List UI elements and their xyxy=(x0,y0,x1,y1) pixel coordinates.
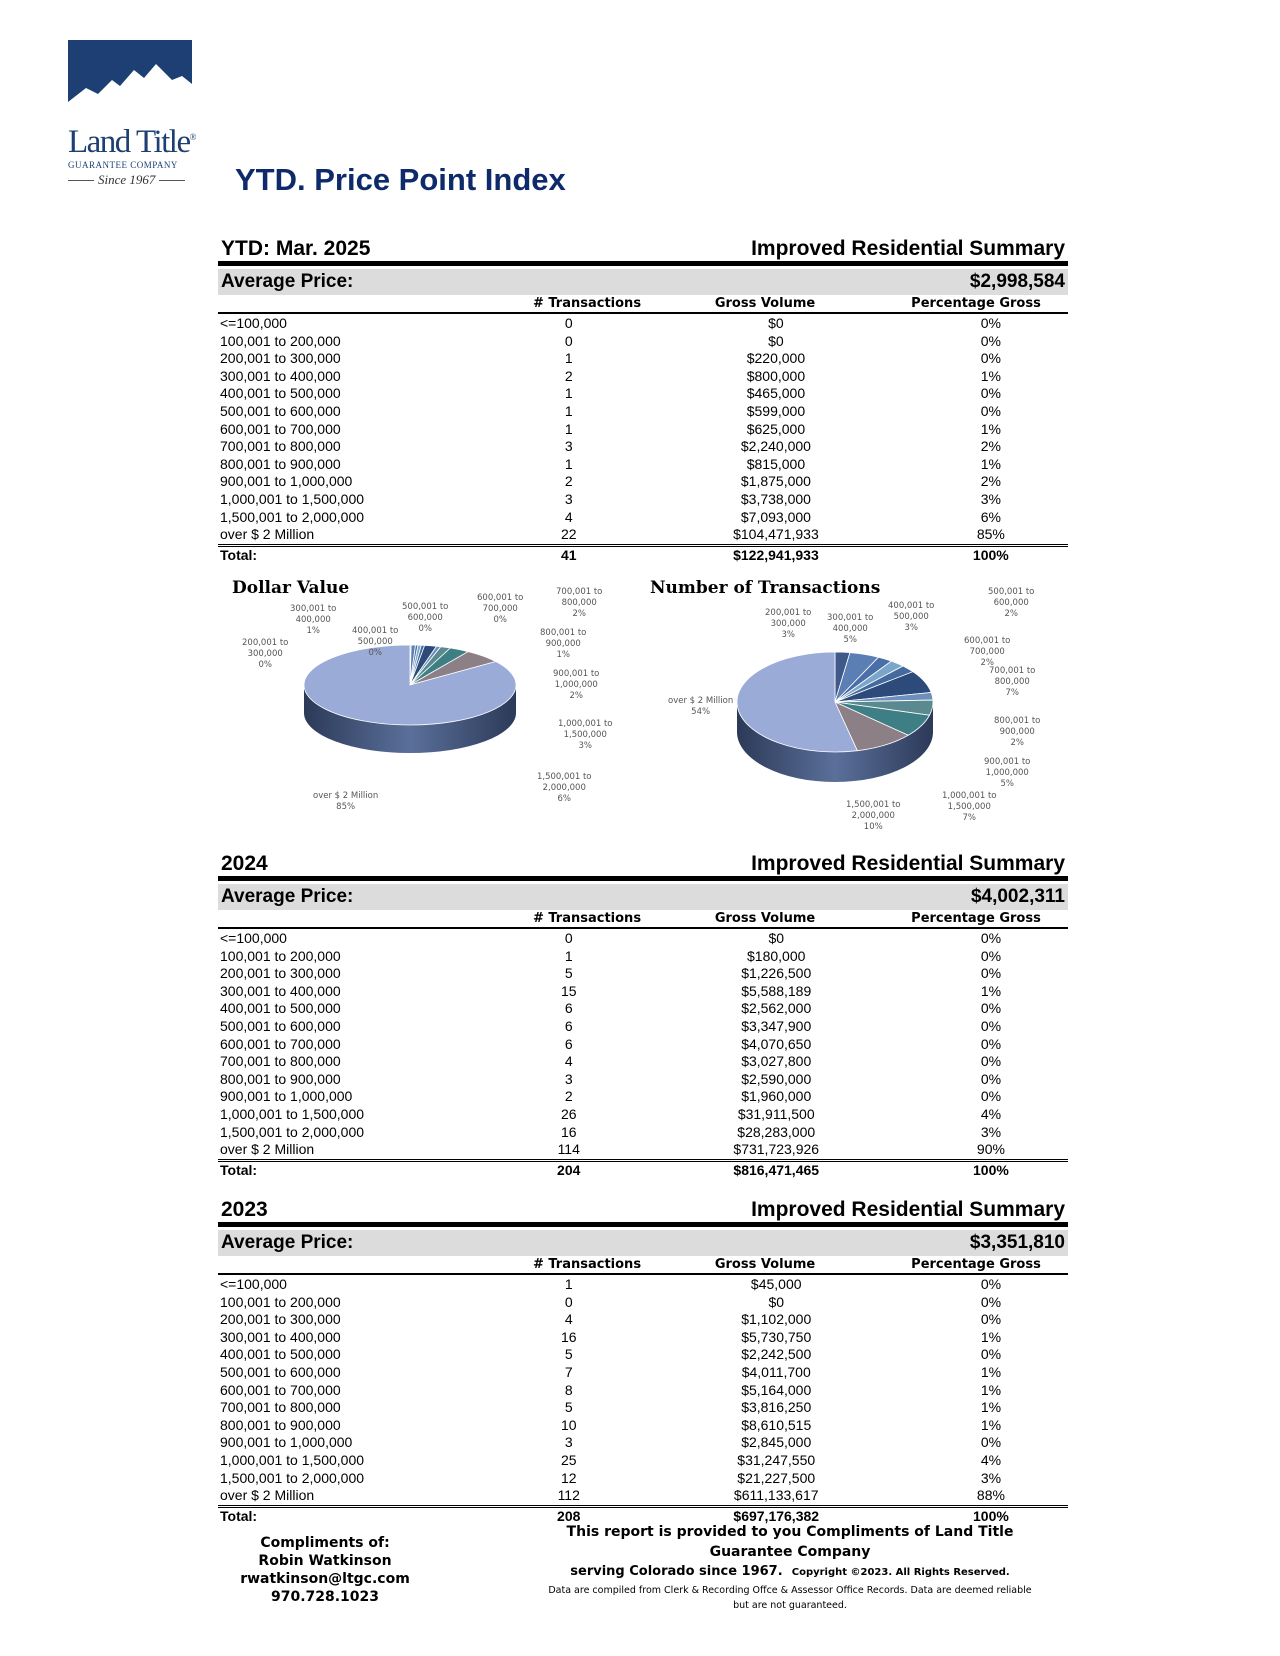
average-price-value: $4,002,311 xyxy=(970,886,1065,907)
pie-label: over $ 2 Million 85% xyxy=(313,791,379,812)
transactions-cell: 1 xyxy=(564,385,573,402)
divider xyxy=(218,1273,1068,1275)
transactions-cell: 3 xyxy=(564,1434,573,1451)
percentage-cell: 0% xyxy=(980,385,1001,402)
divider xyxy=(218,1222,1068,1227)
percentage-cell: 0% xyxy=(980,1035,1002,1052)
price-point-table xyxy=(218,315,1068,564)
percentage-cell: 0% xyxy=(980,1434,1002,1451)
transactions-cell: 12 xyxy=(560,1469,577,1486)
gross-volume-cell: $731,723,926 xyxy=(733,1141,820,1158)
average-price-bar xyxy=(218,1230,1068,1256)
section-period: YTD: Mar. 2025 xyxy=(221,237,371,260)
transactions-pie-chart xyxy=(730,640,960,790)
range-cell: 700,001 to 800,000 xyxy=(220,1053,341,1070)
pie-label: 800,001 to 900,000 1% xyxy=(540,628,587,660)
table-row xyxy=(218,1088,1068,1106)
range-cell: 600,001 to 700,000 xyxy=(220,1381,341,1398)
gross-volume-cell: $28,283,000 xyxy=(737,1123,816,1140)
gross-volume-cell: $3,347,900 xyxy=(741,1017,812,1034)
pie-label: 200,001 to 300,000 0% xyxy=(242,638,289,670)
range-cell: 900,001 to 1,000,000 xyxy=(220,473,353,490)
total-row xyxy=(218,545,1068,564)
transactions-cell: 6 xyxy=(564,1035,573,1052)
gross-volume-cell: $0 xyxy=(768,930,785,946)
transactions-cell: 112 xyxy=(557,1487,580,1504)
transactions-cell: 0 xyxy=(564,1293,573,1310)
gross-volume-cell: $465,000 xyxy=(746,385,806,402)
gross-volume-cell: $180,000 xyxy=(747,947,806,964)
percentage-cell: 0% xyxy=(980,1053,1002,1070)
pie-label: 600,001 to 700,000 2% xyxy=(964,636,1011,668)
col-transactions: # Transactions xyxy=(532,911,642,926)
table-row xyxy=(218,1053,1068,1071)
range-cell: 1,500,001 to 2,000,000 xyxy=(220,1469,365,1486)
table-row xyxy=(218,1276,1068,1294)
table-row xyxy=(218,368,1068,386)
transactions-cell: 4 xyxy=(564,508,573,525)
table-row xyxy=(218,491,1068,509)
section-header xyxy=(218,850,1068,876)
transactions-cell: 5 xyxy=(564,1399,573,1416)
range-cell: 800,001 to 900,000 xyxy=(220,1416,341,1433)
price-point-table xyxy=(218,1276,1068,1525)
average-price-value: $2,998,584 xyxy=(969,271,1065,292)
gross-volume-cell: $5,164,000 xyxy=(741,1381,812,1398)
transactions-cell: 1 xyxy=(564,420,573,437)
transactions-cell: 3 xyxy=(564,490,573,507)
gross-volume-cell: $2,562,000 xyxy=(741,1000,812,1017)
column-headers xyxy=(218,295,1068,312)
pie-label: over $ 2 Million 54% xyxy=(668,696,734,717)
pie-label: 700,001 to 800,000 7% xyxy=(989,666,1036,698)
range-cell: 500,001 to 600,000 xyxy=(220,1017,341,1034)
transactions-cell: 3 xyxy=(564,438,573,455)
transactions-cell: 26 xyxy=(560,1105,577,1122)
table-row xyxy=(218,1382,1068,1400)
table-row xyxy=(218,1417,1068,1435)
range-cell: <=100,000 xyxy=(220,1276,287,1292)
logo-name: Land Title® xyxy=(68,124,197,160)
col-percentage-gross: Percentage Gross xyxy=(911,1257,1041,1272)
gross-volume-cell: $2,242,500 xyxy=(741,1346,812,1363)
range-cell: 700,001 to 800,000 xyxy=(220,438,341,455)
range-cell: <=100,000 xyxy=(220,315,287,331)
percentage-cell: 3% xyxy=(980,1469,1002,1486)
gross-volume-cell: $611,133,617 xyxy=(733,1487,819,1504)
transactions-cell: 16 xyxy=(560,1123,577,1140)
gross-volume-cell: $800,000 xyxy=(746,367,806,384)
logo-since: Since 1967 xyxy=(68,172,198,188)
range-cell: 1,000,001 to 1,500,000 xyxy=(220,1451,365,1468)
percentage-cell: 4% xyxy=(980,1105,1002,1122)
report-notice xyxy=(540,1522,1040,1613)
gross-volume-cell: $31,911,500 xyxy=(737,1105,815,1122)
agent-contact xyxy=(230,1534,420,1606)
gross-volume-cell: $21,227,500 xyxy=(737,1469,816,1486)
transactions-cell: 204 xyxy=(519,1160,619,1179)
range-cell: 1,000,001 to 1,500,000 xyxy=(220,490,365,507)
table-row xyxy=(218,456,1068,474)
percentage-cell: 85% xyxy=(976,526,1005,543)
divider xyxy=(218,876,1068,881)
range-cell: 300,001 to 400,000 xyxy=(220,1328,341,1345)
transactions-cell: 41 xyxy=(519,545,618,564)
table-row xyxy=(218,509,1068,527)
gross-volume-cell: $1,875,000 xyxy=(740,473,811,490)
col-percentage-gross: Percentage Gross xyxy=(911,911,1041,926)
pie-label: 500,001 to 600,000 0% xyxy=(402,602,449,634)
percentage-cell: 100% xyxy=(874,545,1068,564)
gross-volume-cell: $104,471,933 xyxy=(733,526,819,543)
section-summary-title: Improved Residential Summary xyxy=(751,237,1065,260)
table-row xyxy=(218,1487,1068,1506)
gross-volume-cell: $4,070,650 xyxy=(741,1035,812,1052)
gross-volume-cell: $0 xyxy=(768,315,784,331)
percentage-cell: 1% xyxy=(980,420,1001,437)
range-cell: 1,500,001 to 2,000,000 xyxy=(220,1123,365,1140)
table-row xyxy=(218,350,1068,368)
transactions-cell: 114 xyxy=(557,1141,580,1158)
section-summary-title: Improved Residential Summary xyxy=(751,852,1065,875)
table-row xyxy=(218,1434,1068,1452)
range-cell: 900,001 to 1,000,000 xyxy=(220,1088,353,1105)
report-line: This report is provided to you Compliments of Land Title Guarantee Company xyxy=(566,1524,1014,1560)
pie-label: 1,000,001 to 1,500,000 7% xyxy=(942,791,997,823)
range-cell: 500,001 to 600,000 xyxy=(220,402,341,419)
section-summary-title: Improved Residential Summary xyxy=(751,1198,1065,1221)
percentage-cell: 2% xyxy=(980,438,1001,455)
percentage-cell: 0% xyxy=(980,402,1001,419)
column-headers xyxy=(218,910,1068,927)
range-cell: 600,001 to 700,000 xyxy=(220,1035,341,1052)
percentage-cell: 3% xyxy=(980,1123,1002,1140)
range-cell: 300,001 to 400,000 xyxy=(220,367,341,384)
range-cell: 800,001 to 900,000 xyxy=(220,455,341,472)
percentage-cell: 0% xyxy=(980,1276,1002,1292)
transactions-cell: 2 xyxy=(564,473,573,490)
transactions-cell: 1 xyxy=(564,350,573,367)
percentage-cell: 0% xyxy=(980,1088,1002,1105)
transactions-cell: 4 xyxy=(564,1053,573,1070)
range-cell: 400,001 to 500,000 xyxy=(220,1000,341,1017)
company-logo xyxy=(68,40,198,188)
summary-section-ytd xyxy=(218,235,1068,564)
transactions-cell: 208 xyxy=(519,1506,619,1525)
gross-volume-cell: $1,226,500 xyxy=(741,965,812,982)
range-cell: 400,001 to 500,000 xyxy=(220,1346,341,1363)
transactions-cell: 1 xyxy=(564,1276,573,1292)
table-row xyxy=(218,1294,1068,1312)
transactions-cell: 1 xyxy=(564,402,573,419)
table-row xyxy=(218,983,1068,1001)
range-cell: 700,001 to 800,000 xyxy=(220,1399,341,1416)
section-period: 2024 xyxy=(221,852,268,875)
transactions-cell: 6 xyxy=(564,1000,573,1017)
transactions-cell: 8 xyxy=(564,1381,573,1398)
table-row xyxy=(218,1036,1068,1054)
transactions-cell: 10 xyxy=(560,1416,577,1433)
average-price-label: Average Price: xyxy=(221,886,354,907)
percentage-cell: 0% xyxy=(980,930,1002,946)
range-cell: 200,001 to 300,000 xyxy=(220,350,341,367)
gross-volume-cell: $697,176,382 xyxy=(619,1506,874,1525)
gross-volume-cell: $815,000 xyxy=(746,455,806,472)
percentage-cell: 90% xyxy=(976,1141,1005,1158)
column-headers xyxy=(218,1256,1068,1273)
gross-volume-cell: $5,588,189 xyxy=(741,982,812,999)
table-row xyxy=(218,403,1068,421)
gross-volume-cell: $5,730,750 xyxy=(741,1328,812,1345)
transactions-cell: 22 xyxy=(560,526,577,543)
table-row xyxy=(218,1470,1068,1488)
agent-name: Robin Watkinson xyxy=(258,1553,392,1569)
range-cell: 100,001 to 200,000 xyxy=(220,1293,341,1310)
percentage-cell: 1% xyxy=(980,367,1001,384)
percentage-cell: 1% xyxy=(980,1328,1002,1345)
summary-section-2024 xyxy=(218,850,1068,1179)
gross-volume-cell: $2,240,000 xyxy=(740,438,811,455)
gross-volume-cell: $2,845,000 xyxy=(741,1434,812,1451)
divider xyxy=(218,261,1068,266)
table-row xyxy=(218,1329,1068,1347)
percentage-cell: 0% xyxy=(980,1070,1002,1087)
section-header xyxy=(218,1196,1068,1222)
percentage-cell: 1% xyxy=(980,455,1001,472)
gross-volume-cell: $0 xyxy=(768,332,784,349)
divider xyxy=(218,927,1068,929)
col-percentage-gross: Percentage Gross xyxy=(911,296,1041,311)
pie-label: 1,500,001 to 2,000,000 6% xyxy=(537,772,592,804)
gross-volume-cell: $31,247,550 xyxy=(737,1451,816,1468)
range-cell: Total: xyxy=(218,1160,519,1179)
percentage-cell: 0% xyxy=(980,965,1002,982)
table-row xyxy=(218,1106,1068,1124)
range-cell: 1,500,001 to 2,000,000 xyxy=(220,508,365,525)
percentage-cell: 4% xyxy=(980,1451,1002,1468)
percentage-cell: 100% xyxy=(874,1506,1068,1525)
col-gross-volume: Gross Volume xyxy=(714,911,816,926)
range-cell: over $ 2 Million xyxy=(220,1141,315,1158)
logo-subtitle: GUARANTEE COMPANY xyxy=(68,160,178,170)
percentage-cell: 100% xyxy=(874,1160,1068,1179)
pie-label: 800,001 to 900,000 2% xyxy=(994,716,1041,748)
col-transactions: # Transactions xyxy=(532,1257,642,1272)
pie-label: 900,001 to 1,000,000 2% xyxy=(553,669,600,701)
pie-label: 1,500,001 to 2,000,000 10% xyxy=(846,800,901,832)
transactions-cell: 2 xyxy=(564,367,573,384)
report-serving: serving Colorado since 1967. Copyright ©2023. All Rights Reserved. xyxy=(570,1564,1010,1579)
transactions-cell: 6 xyxy=(564,1017,573,1034)
table-row xyxy=(218,965,1068,983)
percentage-cell: 3% xyxy=(980,490,1001,507)
transactions-cell: 0 xyxy=(564,315,573,331)
total-row xyxy=(218,1160,1068,1179)
gross-volume-cell: $2,590,000 xyxy=(741,1070,812,1087)
average-price-value: $3,351,810 xyxy=(969,1232,1065,1253)
percentage-cell: 88% xyxy=(976,1487,1005,1504)
gross-volume-cell: $625,000 xyxy=(746,420,806,437)
chart-title-number-transactions: Number of Transactions xyxy=(650,578,881,598)
percentage-cell: 1% xyxy=(980,1381,1002,1398)
range-cell: 600,001 to 700,000 xyxy=(220,420,341,437)
gross-volume-cell: $3,816,250 xyxy=(741,1399,812,1416)
pie-label: 400,001 to 500,000 0% xyxy=(352,626,399,658)
transactions-cell: 25 xyxy=(560,1451,577,1468)
percentage-cell: 0% xyxy=(980,947,1002,964)
compliments-label: Compliments of: xyxy=(260,1535,390,1551)
gross-volume-cell: $8,610,515 xyxy=(741,1416,812,1433)
table-row xyxy=(218,1452,1068,1470)
range-cell: 200,001 to 300,000 xyxy=(220,965,341,982)
percentage-cell: 0% xyxy=(980,1017,1002,1034)
table-row xyxy=(218,1141,1068,1160)
table-row xyxy=(218,948,1068,966)
percentage-cell: 1% xyxy=(980,1399,1002,1416)
table-row xyxy=(218,1399,1068,1417)
range-cell: 500,001 to 600,000 xyxy=(220,1363,341,1380)
col-gross-volume: Gross Volume xyxy=(714,296,816,311)
table-row xyxy=(218,438,1068,456)
range-cell: over $ 2 Million xyxy=(220,526,315,543)
range-cell: Total: xyxy=(218,545,519,564)
pie-label: 1,000,001 to 1,500,000 3% xyxy=(558,719,613,751)
percentage-cell: 0% xyxy=(980,1000,1002,1017)
col-gross-volume: Gross Volume xyxy=(714,1257,816,1272)
table-row xyxy=(218,1311,1068,1329)
pie-label: 300,001 to 400,000 1% xyxy=(290,604,337,636)
table-row xyxy=(218,473,1068,491)
percentage-cell: 1% xyxy=(980,982,1002,999)
page-title: YTD. Price Point Index xyxy=(235,162,566,197)
transactions-cell: 3 xyxy=(564,1070,573,1087)
price-point-table xyxy=(218,930,1068,1179)
pie-label: 900,001 to 1,000,000 5% xyxy=(984,757,1031,789)
percentage-cell: 0% xyxy=(980,332,1001,349)
table-row xyxy=(218,421,1068,439)
percentage-cell: 1% xyxy=(980,1416,1002,1433)
percentage-cell: 0% xyxy=(980,1311,1002,1328)
range-cell: 800,001 to 900,000 xyxy=(220,1070,341,1087)
percentage-cell: 2% xyxy=(980,473,1001,490)
pie-label: 700,001 to 800,000 2% xyxy=(556,587,603,619)
summary-section-2023 xyxy=(218,1196,1068,1525)
section-header xyxy=(218,235,1068,261)
col-transactions: # Transactions xyxy=(532,296,642,311)
transactions-cell: 15 xyxy=(560,982,577,999)
range-cell: Total: xyxy=(218,1506,519,1525)
table-row xyxy=(218,1364,1068,1382)
gross-volume-cell: $45,000 xyxy=(750,1276,802,1292)
pie-label: 200,001 to 300,000 3% xyxy=(765,608,812,640)
average-price-bar xyxy=(218,269,1068,295)
gross-volume-cell: $816,471,465 xyxy=(619,1160,874,1179)
transactions-cell: 4 xyxy=(564,1311,573,1328)
divider xyxy=(218,312,1068,314)
agent-phone: 970.728.1023 xyxy=(270,1589,380,1605)
table-row xyxy=(218,526,1068,545)
table-row xyxy=(218,1018,1068,1036)
gross-volume-cell: $3,738,000 xyxy=(740,490,811,507)
table-row xyxy=(218,333,1068,351)
average-price-label: Average Price: xyxy=(221,1232,354,1253)
percentage-cell: 0% xyxy=(980,1293,1002,1310)
agent-email[interactable]: rwatkinson@ltgc.com xyxy=(240,1571,410,1587)
gross-volume-cell: $220,000 xyxy=(746,350,806,367)
table-row xyxy=(218,315,1068,333)
chart-title-dollar-value: Dollar Value xyxy=(232,578,350,598)
transactions-cell: 1 xyxy=(564,947,573,964)
range-cell: 900,001 to 1,000,000 xyxy=(220,1434,353,1451)
mountain-logo-icon xyxy=(68,40,192,116)
gross-volume-cell: $122,941,933 xyxy=(618,545,873,564)
transactions-cell: 7 xyxy=(564,1363,573,1380)
disclaimer: Data are compiled from Clerk & Recording Offce & Assessor Office Records. Data are deemed reliable but are not guaranteed. xyxy=(548,1585,1032,1611)
transactions-cell: 2 xyxy=(564,1088,573,1105)
pie-label: 400,001 to 500,000 3% xyxy=(888,601,935,633)
gross-volume-cell: $0 xyxy=(768,1293,785,1310)
average-price-bar xyxy=(218,884,1068,910)
percentage-cell: 0% xyxy=(980,315,1001,331)
gross-volume-cell: $3,027,800 xyxy=(741,1053,812,1070)
section-period: 2023 xyxy=(221,1198,268,1221)
gross-volume-cell: $1,960,000 xyxy=(741,1088,812,1105)
range-cell: 300,001 to 400,000 xyxy=(220,982,341,999)
percentage-cell: 0% xyxy=(980,1346,1002,1363)
table-row xyxy=(218,930,1068,948)
table-row xyxy=(218,1346,1068,1364)
table-row xyxy=(218,1124,1068,1142)
transactions-cell: 0 xyxy=(564,930,573,946)
transactions-cell: 5 xyxy=(564,1346,573,1363)
gross-volume-cell: $1,102,000 xyxy=(741,1311,812,1328)
transactions-cell: 5 xyxy=(564,965,573,982)
pie-label: 300,001 to 400,000 5% xyxy=(827,613,874,645)
percentage-cell: 6% xyxy=(980,508,1001,525)
gross-volume-cell: $4,011,700 xyxy=(741,1363,811,1380)
transactions-cell: 0 xyxy=(564,332,573,349)
range-cell: 1,000,001 to 1,500,000 xyxy=(220,1105,365,1122)
range-cell: 400,001 to 500,000 xyxy=(220,385,341,402)
pie-label: 600,001 to 700,000 0% xyxy=(477,593,524,625)
dollar-value-pie-chart xyxy=(300,640,550,790)
pie-label: 500,001 to 600,000 2% xyxy=(988,587,1035,619)
table-row xyxy=(218,1000,1068,1018)
table-row xyxy=(218,385,1068,403)
range-cell: 100,001 to 200,000 xyxy=(220,332,341,349)
gross-volume-cell: $599,000 xyxy=(746,402,806,419)
range-cell: 200,001 to 300,000 xyxy=(220,1311,341,1328)
range-cell: <=100,000 xyxy=(220,930,287,946)
range-cell: over $ 2 Million xyxy=(220,1487,315,1504)
table-row xyxy=(218,1071,1068,1089)
percentage-cell: 0% xyxy=(980,350,1001,367)
average-price-label: Average Price: xyxy=(221,271,354,292)
transactions-cell: 1 xyxy=(564,455,573,472)
percentage-cell: 1% xyxy=(980,1363,1002,1380)
transactions-cell: 16 xyxy=(560,1328,577,1345)
range-cell: 100,001 to 200,000 xyxy=(220,947,341,964)
gross-volume-cell: $7,093,000 xyxy=(740,508,811,525)
